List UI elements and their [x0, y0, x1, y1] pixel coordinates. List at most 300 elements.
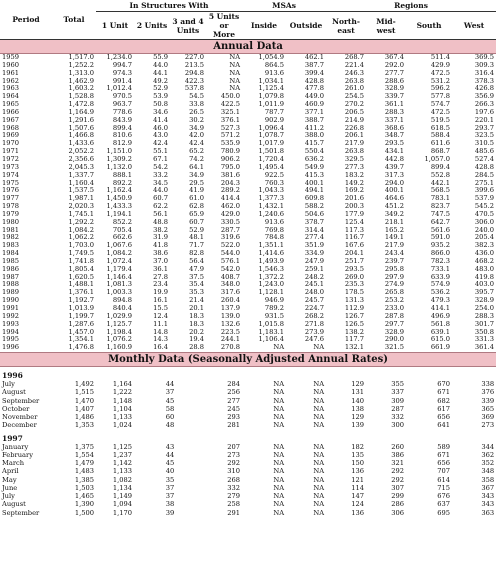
table-cell: 245.1 [304, 281, 325, 289]
table-cell: 358 [481, 475, 495, 484]
table-cell: 637 [437, 500, 451, 509]
table-cell: 34.9 [189, 171, 204, 179]
table-cell: 178.5 [344, 289, 365, 297]
table-cell: 460.9 [304, 101, 325, 109]
row-period: 1982 [2, 234, 20, 242]
table-row [0, 388, 496, 396]
table-cell: NA [313, 500, 325, 509]
table-cell: 472.5 [430, 69, 451, 77]
table-cell: 39 [165, 508, 175, 517]
table-cell: 28.8 [189, 344, 204, 352]
table-cell: 1,528.8 [68, 93, 94, 101]
table-cell: 1,376.1 [68, 289, 94, 297]
table-cell: 864.5 [264, 61, 285, 69]
table-cell: NA [273, 483, 285, 492]
table-cell: 307 [391, 483, 405, 492]
table-cell: 414.4 [220, 195, 241, 203]
table-cell: 376 [481, 388, 495, 397]
table-cell: 1,554 [74, 450, 94, 459]
table-cell: 339.7 [384, 93, 405, 101]
table-cell: 483.0 [474, 265, 495, 273]
table-cell: 37 [165, 388, 175, 397]
table-cell: 695 [437, 508, 451, 517]
table-cell: 1,125.7 [106, 320, 132, 328]
row-period: 1970 [2, 140, 20, 148]
table-cell: 29.5 [189, 179, 204, 187]
row-period: August [2, 500, 26, 509]
table-cell: 428.8 [304, 77, 325, 85]
table-cell: 270.2 [344, 101, 365, 109]
table-cell: 661.9 [430, 344, 451, 352]
table-cell: 784.8 [264, 234, 285, 242]
table-row [0, 274, 496, 282]
table-row [0, 250, 496, 258]
table-cell: 297.9 [384, 273, 405, 281]
col-header-northeast: North-east [326, 12, 366, 40]
table-cell: 260 [391, 442, 405, 451]
table-cell: 1,013.9 [68, 305, 94, 312]
table-cell: 382.3 [474, 242, 495, 250]
row-period: 1992 [2, 312, 20, 320]
table-cell: 464.6 [384, 195, 405, 203]
table-cell: 1,500 [74, 508, 94, 517]
table-cell: 37.0 [153, 257, 168, 265]
table-row [0, 78, 496, 86]
row-period: September [2, 396, 40, 405]
table-cell: 494.1 [304, 187, 325, 195]
table-cell: NA [313, 450, 325, 459]
table-cell: 300 [391, 421, 405, 430]
table-cell: 34.6 [153, 108, 168, 116]
table-cell: 400.1 [304, 179, 325, 187]
table-cell: 126.7 [344, 312, 365, 320]
table-cell: 1,146.4 [106, 273, 132, 281]
table-cell: 395.7 [474, 289, 495, 297]
table-cell: 913.6 [264, 69, 285, 77]
table-cell: 906.2 [220, 155, 241, 163]
table-cell: 23.4 [153, 281, 168, 289]
table-cell: 295.8 [384, 265, 405, 273]
msas-group-header: MSAs [242, 0, 326, 12]
table-cell: 1,377.3 [258, 195, 285, 203]
table-cell: 504.6 [304, 210, 325, 218]
table-cell: 317.3 [384, 171, 405, 179]
table-cell: 387.7 [304, 61, 325, 69]
table-cell: 281 [227, 421, 241, 430]
table-cell: 42.4 [153, 140, 168, 148]
table-cell: 1,313.0 [68, 69, 94, 77]
table-cell: 1,011.9 [258, 101, 285, 109]
table-cell: 1,003.3 [106, 289, 132, 297]
table-row [0, 148, 496, 156]
row-period: November [2, 413, 38, 422]
table-cell: 367 [481, 483, 495, 492]
table-cell: 30.2 [189, 116, 204, 124]
table-cell: 450.0 [220, 93, 241, 101]
table-cell: 114 [351, 483, 365, 492]
row-period: December [2, 421, 37, 430]
table-cell: 45 [165, 396, 175, 405]
table-cell: 429.0 [220, 210, 241, 218]
table-cell: 65.9 [189, 210, 204, 218]
table-cell: 273 [227, 450, 241, 459]
table-cell: 485.6 [474, 148, 495, 156]
row-period: 1980 [2, 218, 20, 226]
table-cell: 1,243.0 [258, 281, 285, 289]
table-cell: 1,433.3 [106, 203, 132, 211]
table-cell: 321 [391, 459, 405, 468]
table-cell: 65.2 [189, 148, 204, 156]
table-cell: 633.9 [430, 273, 451, 281]
table-cell: 1,183.1 [258, 328, 285, 336]
table-cell: 411.2 [304, 124, 325, 132]
table-cell: 136 [351, 508, 365, 517]
table-cell: 60 [165, 413, 175, 422]
table-cell: 1,199.7 [68, 312, 94, 320]
table-cell: 207 [227, 442, 241, 451]
table-cell: 511.4 [430, 53, 451, 61]
table-row [0, 289, 496, 297]
table-cell: 1,537.5 [68, 187, 94, 195]
table-cell: 931.5 [264, 312, 285, 320]
table-cell: 137.9 [220, 305, 241, 312]
table-row [0, 266, 496, 274]
table-cell: 662.6 [112, 234, 132, 242]
table-cell: NA [313, 483, 325, 492]
col-header-south: South [406, 12, 452, 40]
table-cell: 363 [481, 508, 495, 517]
table-cell: 33.2 [153, 171, 168, 179]
table-cell: 449.0 [304, 93, 325, 101]
table-cell: 378.3 [474, 77, 495, 85]
table-cell: 43.0 [153, 132, 168, 140]
table-cell: NA [313, 492, 325, 501]
table-cell: 56.1 [153, 210, 168, 218]
table-cell: 462.0 [220, 203, 241, 211]
table-cell: 20.1 [189, 305, 204, 312]
table-cell: 1,134 [112, 483, 132, 492]
table-row [0, 234, 496, 242]
row-period: 1968 [2, 124, 20, 132]
table-cell: NA [229, 69, 241, 77]
table-cell: 292 [391, 467, 405, 476]
table-cell: 226.8 [344, 124, 365, 132]
row-period: 1962 [2, 77, 20, 85]
table-cell: 131 [351, 388, 365, 397]
table-cell: NA [273, 396, 285, 405]
table-cell: 52.9 [153, 85, 168, 93]
table-cell: 537.8 [184, 85, 204, 93]
table-row [0, 476, 496, 484]
table-cell: 399.6 [474, 187, 495, 195]
table-cell: 268.7 [344, 53, 365, 61]
table-cell: 54.5 [189, 93, 204, 101]
table-cell: 1,017.9 [258, 140, 285, 148]
table-cell: 422.5 [220, 101, 241, 109]
table-cell: 138.2 [344, 328, 365, 336]
table-row [0, 459, 496, 467]
table-cell: 542.0 [220, 265, 241, 273]
table-cell: 1,488.1 [68, 281, 94, 289]
table-cell: 328.9 [384, 85, 405, 93]
row-period: February [2, 450, 33, 459]
table-cell: 277.4 [304, 234, 325, 242]
table-row [0, 187, 496, 195]
table-cell: 309.3 [474, 61, 495, 69]
table-cell: 1,252.2 [68, 61, 94, 69]
table-cell: 913.6 [264, 218, 285, 226]
table-cell: 1,353 [74, 421, 94, 430]
table-cell: 149.2 [344, 179, 365, 187]
table-cell: 26.5 [189, 108, 204, 116]
table-cell: 20.2 [189, 328, 204, 336]
table-cell: 1,160.4 [68, 179, 94, 187]
table-cell: 462.1 [304, 53, 325, 61]
table-row [0, 305, 496, 313]
table-cell: 277.3 [344, 163, 365, 171]
table-cell: 611.6 [430, 140, 451, 148]
table-cell: 1,222 [112, 388, 132, 397]
table-row [0, 164, 496, 172]
table-cell: 527.3 [220, 124, 241, 132]
table-cell: 561.8 [430, 320, 451, 328]
table-cell: 1,149 [112, 492, 132, 501]
table-cell: 1,078.7 [258, 132, 285, 140]
table-row [0, 70, 496, 78]
row-period: April [2, 467, 19, 476]
table-cell: 852.2 [112, 218, 132, 226]
table-cell: 778.6 [112, 108, 132, 116]
table-cell: 288.3 [474, 312, 495, 320]
table-cell: NA [313, 388, 325, 397]
table-cell: 56.4 [189, 257, 204, 265]
table-cell: 377.1 [304, 108, 325, 116]
table-row [0, 62, 496, 70]
table-cell: 301.7 [474, 320, 495, 328]
table-cell: 782.3 [430, 257, 451, 265]
row-period: 1965 [2, 101, 20, 109]
table-cell: 1,084.2 [106, 250, 132, 258]
table-cell: 291 [227, 508, 241, 517]
table-cell: 213.5 [184, 61, 204, 69]
table-cell: 254.5 [344, 93, 365, 101]
table-cell: 218.1 [384, 218, 405, 226]
table-cell: 1,054.9 [258, 53, 285, 61]
table-cell: 129 [351, 380, 365, 389]
table-cell: 349.2 [384, 210, 405, 218]
table-cell: 428.8 [474, 163, 495, 171]
table-cell: 169.2 [344, 187, 365, 195]
table-cell: 183.2 [344, 171, 365, 179]
col-header-3-4-units: 3 and 4 Units [170, 12, 206, 40]
table-cell: 339 [481, 396, 495, 405]
row-period: 1964 [2, 93, 20, 101]
table-cell: 574.7 [430, 101, 451, 109]
table-cell: 35.3 [189, 289, 204, 297]
table-cell: 550.4 [304, 148, 325, 156]
table-cell: 279 [227, 492, 241, 501]
table-cell: 319.6 [220, 234, 241, 242]
table-cell: 442.1 [430, 179, 451, 187]
table-cell: 522.0 [220, 242, 241, 250]
table-cell: 531.2 [430, 77, 451, 85]
table-cell: 1,493.9 [258, 257, 285, 265]
table-cell: 1,106.4 [258, 336, 285, 344]
table-cell: 132.6 [220, 320, 241, 328]
table-cell: 544.0 [220, 250, 241, 258]
table-cell: 378.7 [304, 218, 325, 226]
table-cell: 376.1 [220, 116, 241, 124]
table-cell: 266.3 [474, 101, 495, 109]
table-row [0, 132, 496, 140]
table-cell: 351.9 [304, 242, 325, 250]
table-cell: 310.5 [474, 140, 495, 148]
table-cell: 361.4 [474, 344, 495, 352]
table-cell: 16.4 [153, 344, 168, 352]
table-row [0, 203, 496, 211]
table-cell: 177.9 [344, 210, 365, 218]
table-row [0, 156, 496, 164]
table-row [0, 242, 496, 250]
table-cell: 705.4 [112, 226, 132, 234]
table-cell: 245.7 [304, 297, 325, 305]
table-cell: 545.2 [474, 203, 495, 211]
col-header-inside: Inside [242, 12, 286, 40]
row-period: 1988 [2, 281, 20, 289]
row-period: 1960 [2, 61, 20, 69]
table-cell: 899.4 [430, 163, 451, 171]
table-cell: 1,507.6 [68, 124, 94, 132]
row-period: 1995 [2, 336, 20, 344]
table-cell: NA [273, 508, 285, 517]
table-cell: 217.9 [384, 242, 405, 250]
table-cell: 810.6 [112, 132, 132, 140]
table-cell: 1,081.3 [106, 281, 132, 289]
table-cell: 1,492 [74, 380, 94, 389]
table-cell: 58 [165, 404, 175, 413]
row-period: 1976 [2, 187, 20, 195]
table-cell: 246.3 [344, 69, 365, 77]
table-cell: 217.9 [344, 140, 365, 148]
table-cell: 434.1 [384, 148, 405, 156]
table-cell: 274.9 [384, 281, 405, 289]
table-row [0, 297, 496, 305]
table-cell: 214.9 [344, 116, 365, 124]
table-cell: 204.3 [220, 179, 241, 187]
table-cell: 135 [351, 450, 365, 459]
table-cell: 429.9 [430, 61, 451, 69]
table-cell: 1,240.6 [258, 210, 285, 218]
table-cell: 400.1 [384, 187, 405, 195]
table-row [0, 451, 496, 459]
table-cell: 74.2 [189, 155, 204, 163]
table-cell: 1,390 [74, 500, 94, 509]
table-cell: 1,179.4 [106, 265, 132, 273]
table-cell: 789.2 [264, 305, 285, 312]
table-cell: NA [313, 467, 325, 476]
table-cell: 1,084.2 [68, 226, 94, 234]
table-cell: 795.0 [220, 163, 241, 171]
table-cell: 293.7 [474, 124, 495, 132]
table-cell: 1,354.1 [68, 336, 94, 344]
table-cell: 618.5 [430, 124, 451, 132]
table-cell: 350.8 [474, 328, 495, 336]
table-cell: 787.7 [264, 108, 285, 116]
table-cell: 549.9 [304, 163, 325, 171]
table-cell: 2,052.2 [68, 148, 94, 156]
table-cell: 415.3 [304, 171, 325, 179]
table-cell: 760.3 [264, 179, 285, 187]
table-cell: 244.1 [220, 336, 241, 344]
table-row [0, 93, 496, 101]
table-cell: 1,234.0 [106, 53, 132, 61]
table-cell: 1,433.6 [68, 140, 94, 148]
table-cell: 265.8 [384, 289, 405, 297]
table-cell: 381.6 [220, 171, 241, 179]
table-cell: 442.8 [384, 155, 405, 163]
table-cell: 641 [437, 421, 451, 430]
table-cell: 419.8 [474, 273, 495, 281]
table-cell: 46.0 [153, 124, 168, 132]
table-row [0, 219, 496, 227]
table-cell: 1,292.2 [68, 218, 94, 226]
table-cell: 769.8 [264, 226, 285, 234]
table-cell: 707 [437, 467, 451, 476]
table-cell: 1,133 [112, 467, 132, 476]
table-cell: 45 [165, 459, 175, 468]
table-cell: 361.1 [384, 101, 405, 109]
table-cell: 974.3 [112, 69, 132, 77]
table-cell: 42.4 [189, 140, 204, 148]
table-cell: 52.9 [189, 226, 204, 234]
table-cell: 287.7 [220, 226, 241, 234]
table-cell: NA [313, 344, 325, 352]
table-cell: 248.0 [304, 289, 325, 297]
row-period: May [2, 475, 17, 484]
row-period: 1996 [2, 344, 20, 352]
table-cell: NA [273, 500, 285, 509]
table-row [0, 467, 496, 475]
table-cell: 204.1 [344, 250, 365, 258]
table-cell: 840.4 [112, 305, 132, 312]
table-cell: 270.8 [220, 344, 241, 352]
table-cell: NA [273, 380, 285, 389]
table-cell: 62.2 [153, 203, 168, 211]
table-cell: 1,603.2 [68, 85, 94, 93]
table-cell: 38 [165, 500, 175, 509]
table-cell: 615.0 [430, 336, 451, 344]
table-cell: 1,476.8 [68, 344, 94, 352]
table-cell: 260.4 [220, 297, 241, 305]
table-row [0, 344, 496, 352]
table-cell: 223.5 [220, 328, 241, 336]
table-cell: 596.2 [430, 85, 451, 93]
table-cell: 1,470 [74, 396, 94, 405]
table-cell: 780.9 [220, 148, 241, 156]
col-header-west: West [452, 12, 496, 40]
row-period: 1966 [2, 108, 20, 116]
table-cell: 328.9 [384, 328, 405, 336]
table-cell: 1,162.4 [106, 187, 132, 195]
table-cell: 40 [165, 467, 175, 476]
table-cell: 138 [351, 404, 365, 413]
table-cell: 2,020.3 [68, 203, 94, 211]
table-cell: 468.2 [474, 257, 495, 265]
table-cell: 247.6 [304, 336, 325, 344]
table-cell: 337 [391, 388, 405, 397]
table-cell: 1,407 [74, 404, 94, 413]
row-period: 1971 [2, 148, 20, 156]
